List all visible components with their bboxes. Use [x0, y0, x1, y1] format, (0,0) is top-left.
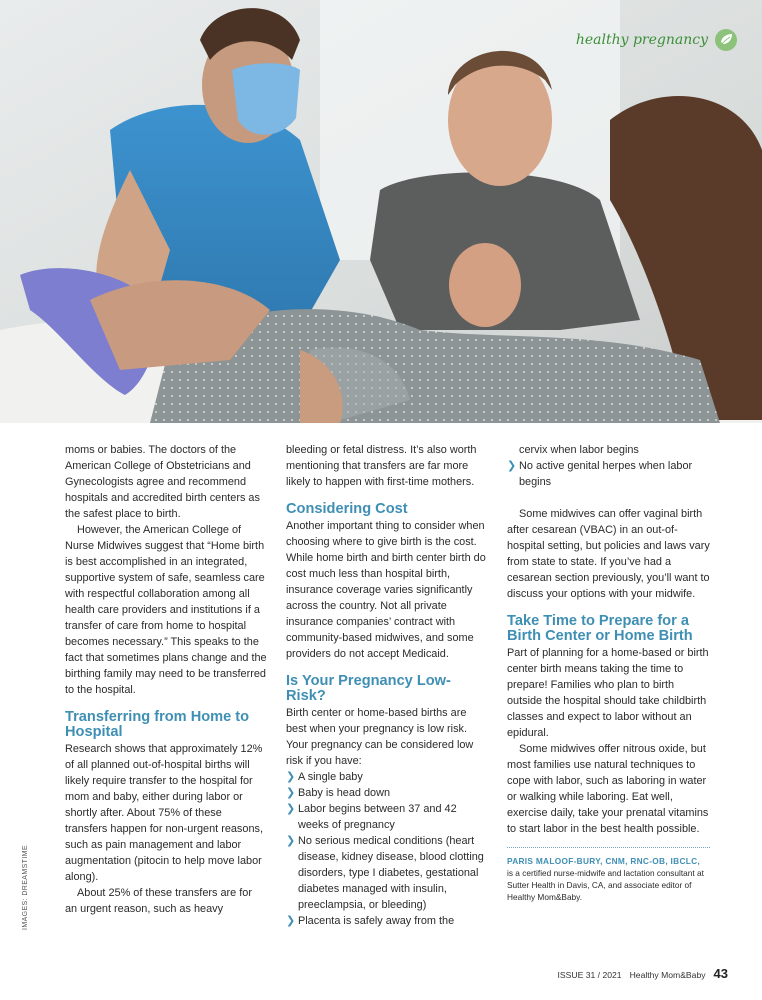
chevron-right-icon: ❯ [286, 771, 296, 783]
paragraph: Birth center or home-based births are best when your pregnancy is low risk. Your pregnancy can be considered low risk if you have: [286, 707, 474, 767]
page-footer [558, 966, 728, 981]
chevron-right-icon: ❯ [507, 460, 517, 472]
author-name: PARIS MALOOF-BURY, CNM, RNC-OB, IBCLC, [507, 856, 700, 866]
list-item: ❯ No serious medical conditions (heart disease, kidney disease, blood clotting disorders, type I diabetes, gestational diabetes managed with insulin, preeclampsia, or bleeding) [286, 835, 484, 911]
author-bio-text: is a certified nurse-midwife and lactation consultant at Sutter Health in Davis, CA, and associate editor of Healthy Mom&Baby. [507, 868, 704, 902]
magazine-name: Healthy Mom&Baby [629, 970, 706, 980]
image-credit: IMAGES: DREAMSTIME [22, 845, 29, 930]
article-column-3 [507, 442, 710, 903]
chevron-right-icon: ❯ [286, 787, 296, 799]
author-bio [507, 847, 710, 903]
list-item: ❯ Placenta is safely away from the [286, 915, 455, 927]
paragraph: Research shows that approximately 12% of all planned out-of-hospital births will likely require transfer to the hospital for mom and baby, either during labor or shortly after. About 75% of these transfers happen for non-urgent reasons, such as pain management and labor augmentation (pitocin to help move labor along). [65, 743, 263, 883]
leaf-logo-icon [714, 28, 738, 52]
heading-cost: Considering Cost [286, 501, 408, 517]
list-item: ❯ Labor begins between 37 and 42 weeks of pregnancy [286, 803, 457, 831]
chevron-right-icon: ❯ [286, 915, 296, 927]
section-tag [576, 28, 738, 52]
article-column-2 [286, 442, 488, 929]
hero-photo-image [0, 0, 762, 423]
paragraph: Some midwives offer nitrous oxide, but most families use natural techniques to cope with labor, such as laboring in water or walking while laboring. Eat well, exercise daily, take your prenatal vitamins to start labor in the best health possible. [507, 743, 709, 835]
hero-photo [0, 0, 762, 423]
low-risk-list [286, 769, 488, 929]
issue-label: ISSUE 31 / 2021 [557, 970, 622, 980]
chevron-right-icon: ❯ [286, 803, 296, 815]
paragraph: Another important thing to consider when choosing where to give birth is the cost. While home birth and birth center birth do cost much less than hospital birth, insurance coverage varies significantly across the country. Not all private insurance companies’ contract with community-based midwives, and some providers do not accept Medicaid. [286, 520, 486, 660]
low-risk-list-continued [507, 442, 710, 490]
heading-prepare: Take Time to Prepare for a Birth Center or Home Birth [507, 613, 693, 644]
chevron-right-icon: ❯ [286, 835, 296, 847]
page-number: 43 [713, 966, 728, 981]
heading-low-risk: Is Your Pregnancy Low-Risk? [286, 673, 451, 704]
paragraph: However, the American College of Nurse Midwives suggest that “Home birth is best accomplished in an integrated, supportive system of safe, seamless care with respectful collaboration among all health care providers and institutions if a transfer of care from home to hospital becomes necessary.” This speaks to the fact that sometimes plans change and the birthing family may need to be transferred to the hospital. [65, 524, 267, 696]
paragraph: moms or babies. The doctors of the American College of Obstetricians and Gynecologists agree and recommend hospitals and accredited birth centers as the safest place to birth. [65, 444, 260, 520]
list-item: ❯ Baby is head down [286, 787, 391, 799]
paragraph: bleeding or fetal distress. It’s also worth mentioning that transfers are far more likely to happen with first-time mothers. [286, 444, 477, 488]
list-item: ❯ A single baby [286, 771, 363, 783]
article-column-1 [65, 442, 267, 917]
section-tag-label: healthy pregnancy [575, 32, 708, 48]
heading-transfer: Transferring from Home to Hospital [65, 709, 250, 740]
list-item: ❯ No active genital herpes when labor begins [507, 460, 693, 488]
paragraph: About 25% of these transfers are for an urgent reason, such as heavy [65, 887, 252, 915]
paragraph: Part of planning for a home-based or birth center birth means taking the time to prepare! Families who plan to birth outside the hospital should take childbirth classes and expect to labor without an epidural. [507, 647, 709, 739]
list-item-continued: cervix when labor begins [519, 444, 639, 456]
paragraph: Some midwives can offer vaginal birth after cesarean (VBAC) in an out-of-hospital setting, but policies and laws vary from state to state. If you’ve had a cesarean section previously, you’ll want to discuss your options with your midwife. [507, 508, 710, 600]
